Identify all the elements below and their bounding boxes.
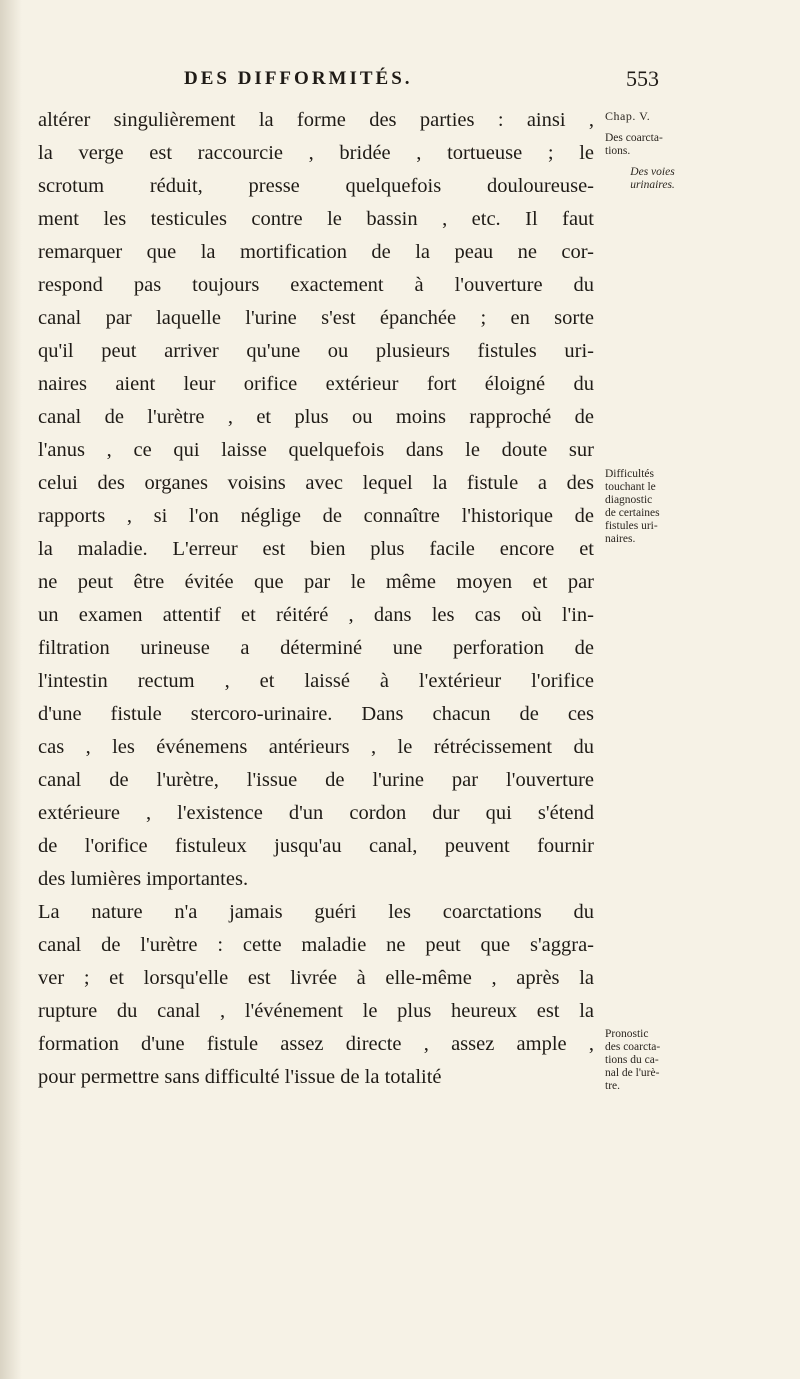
text-line: cas , les événemens antérieurs , le rétrécissement du — [38, 736, 594, 758]
note-line: de certaines — [605, 507, 660, 519]
chapter-note — [605, 110, 700, 123]
margin-note-voies — [605, 166, 700, 192]
text-line: ne peut être évitée que par le même moyen et par — [38, 571, 594, 593]
note-line: fistules uri- — [605, 520, 658, 532]
text-line: qu'il peut arriver qu'une ou plusieurs fistules uri- — [38, 340, 594, 362]
page-header — [0, 68, 800, 98]
text-line: rapports , si l'on néglige de connaître l'historique de — [38, 505, 594, 527]
note-line: Des coarcta- — [605, 132, 663, 144]
note-line: Des voies — [630, 166, 675, 178]
note-line: naires. — [605, 533, 636, 545]
text-line: scrotum réduit, presse quelquefois douloureuse- — [38, 175, 594, 197]
text-line: un examen attentif et réitéré , dans les cas où l'in- — [38, 604, 594, 626]
text-line: extérieure , l'existence d'un cordon dur qui s'étend — [38, 802, 594, 824]
text-line: formation d'une fistule assez directe , assez ample , — [38, 1033, 594, 1055]
note-line: tre. — [605, 1080, 621, 1092]
text-line: l'intestin rectum , et laissé à l'extérieur l'orifice — [38, 670, 594, 692]
text-line: La nature n'a jamais guéri les coarctations du — [38, 901, 594, 923]
text-line: filtration urineuse a déterminé une perforation de — [38, 637, 594, 659]
running-title: DES DIFFORMITÉS. — [184, 68, 413, 89]
text-line: respond pas toujours exactement à l'ouverture du — [38, 274, 594, 296]
body-text — [38, 104, 594, 1094]
page-number: 553 — [626, 66, 659, 91]
note-line: diagnostic — [605, 494, 653, 506]
text-line: celui des organes voisins avec lequel la fistule a des — [38, 472, 594, 494]
text-line: l'anus , ce qui laisse quelquefois dans le doute sur — [38, 439, 594, 461]
margin-note-pronostic — [605, 1028, 700, 1093]
text-line: de l'orifice fistuleux jusqu'au canal, peuvent fournir — [38, 835, 594, 857]
note-line: nal de l'urè- — [605, 1067, 660, 1079]
text-line: remarquer que la mortification de la peau ne cor- — [38, 241, 594, 263]
text-line: canal de l'urètre , et plus ou moins rapproché de — [38, 406, 594, 428]
text-line: ver ; et lorsqu'elle est livrée à elle-même , après la — [38, 967, 594, 989]
note-line: des coarcta- — [605, 1041, 661, 1053]
note-line: Pronostic — [605, 1028, 649, 1040]
margin-note-coarctations — [605, 132, 700, 158]
text-line: la verge est raccourcie , bridée , tortueuse ; le — [38, 142, 594, 164]
text-line: pour permettre sans difficulté l'issue de la totalité — [38, 1066, 442, 1088]
text-line: naires aient leur orifice extérieur fort éloigné du — [38, 373, 594, 395]
text-line: canal de l'urètre, l'issue de l'urine par l'ouverture — [38, 769, 594, 791]
chapter-label: Chap. V. — [605, 109, 651, 123]
text-line: la maladie. L'erreur est bien plus facile encore et — [38, 538, 594, 560]
text-line: des lumières importantes. — [38, 868, 249, 890]
note-line: tions. — [605, 145, 631, 157]
text-line: rupture du canal , l'événement le plus heureux est la — [38, 1000, 594, 1022]
text-line: canal de l'urètre : cette maladie ne peut que s'aggra- — [38, 934, 594, 956]
note-line: Difficultés — [605, 468, 654, 480]
note-line: touchant le — [605, 481, 656, 493]
text-line: canal par laquelle l'urine s'est épanchée ; en sorte — [38, 307, 594, 329]
note-line: urinaires. — [630, 179, 675, 191]
page-gutter-shadow — [0, 0, 22, 1379]
note-line: tions du ca- — [605, 1054, 659, 1066]
margin-note-diagnostic — [605, 468, 700, 546]
text-line: d'une fistule stercoro-urinaire. Dans chacun de ces — [38, 703, 594, 725]
text-line: ment les testicules contre le bassin , etc. Il faut — [38, 208, 594, 230]
text-line: altérer singulièrement la forme des parties : ainsi , — [38, 109, 594, 131]
